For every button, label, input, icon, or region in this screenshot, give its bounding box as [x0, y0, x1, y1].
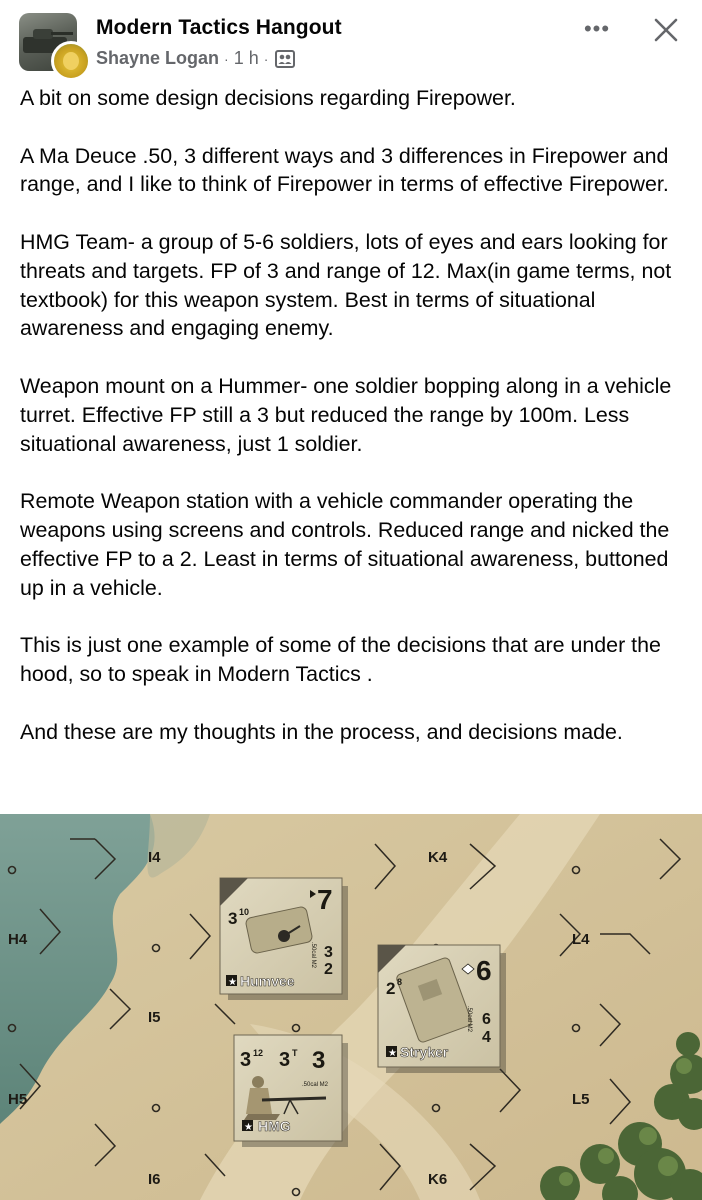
stryker-weapon: .50cal M2	[466, 1006, 472, 1033]
counter-humvee[interactable]	[220, 878, 348, 1000]
star-glyph: ★	[244, 1122, 253, 1133]
stryker-firepower: 2	[386, 979, 396, 998]
post-body	[20, 84, 690, 746]
post-paragraph: A Ma Deuce .50, 3 different ways and 3 differences in Firepower and range, and I like to think of Firepower in terms of effective Firepower.	[20, 143, 669, 197]
humvee-name: Humvee	[240, 973, 295, 989]
hmg-weapon: .50cal M2	[302, 1082, 329, 1088]
post-paragraph: And these are my thoughts in the process, and decisions made.	[20, 719, 623, 744]
post-paragraph: Remote Weapon station with a vehicle commander operating the weapons using screens and controls. Reduced range and nicked the effective FP to a 2. Least in terms of situational awareness, buttoned up in a vehicle.	[20, 489, 670, 600]
hex-map	[0, 814, 702, 1200]
hex-label-l5: L5	[572, 1091, 590, 1108]
hex-label-l4: L4	[572, 931, 590, 948]
hex-label-h5: H5	[8, 1091, 28, 1108]
star-glyph: ★	[228, 977, 237, 988]
post-time[interactable]: 1 h	[233, 48, 259, 68]
tank-gun-graphic	[51, 32, 73, 35]
post-paragraph: Weapon mount on a Hummer- one soldier bopping along in a vehicle turret. Effective FP still a 3 but reduced the range by 100m. Less situational awareness, just 1 soldier.	[20, 373, 672, 456]
humvee-defense-top: 3	[324, 944, 333, 961]
counter-hmg[interactable]	[234, 1035, 348, 1147]
post-header	[0, 0, 702, 82]
more-options-button[interactable]: •••	[583, 16, 611, 41]
hmg-firepower: 3	[240, 1049, 252, 1071]
post-paragraph: This is just one example of some of the decisions that are under the hood, so to speak in Modern Tactics .	[20, 633, 661, 686]
humvee-firepower: 3	[228, 909, 238, 928]
hmg-firepower-sup: 12	[253, 1048, 264, 1058]
hex-label-h4: H4	[8, 931, 28, 948]
meta-separator: ·	[224, 50, 229, 67]
avatar-group[interactable]	[19, 13, 77, 71]
meta-separator-2: ·	[263, 50, 269, 67]
humvee-defense-bottom: 2	[324, 961, 333, 978]
humvee-movement: 7	[317, 884, 333, 915]
humvee-firepower-sup: 10	[239, 907, 250, 917]
group-name-link[interactable]: Modern Tactics Hangout	[96, 16, 342, 39]
avatar-face	[63, 52, 79, 70]
hex-label-i5: I5	[148, 1009, 161, 1026]
author-name-link[interactable]: Shayne Logan	[96, 48, 220, 68]
stryker-defense-top: 6	[482, 1011, 491, 1028]
hex-label-i4: I4	[148, 849, 161, 866]
hmg-second-sup: T	[292, 1048, 298, 1058]
post-meta	[96, 48, 295, 69]
tank-turret-graphic	[33, 29, 53, 39]
stryker-movement: 6	[476, 955, 492, 986]
hex-label-k6: K6	[428, 1171, 448, 1188]
user-avatar[interactable]	[51, 41, 91, 81]
post-paragraph: HMG Team- a group of 5-6 soldiers, lots of eyes and ears looking for threats and targets. FP of 3 and range of 12. Max(in game terms, not textbook) for this weapon system. Best in terms of situational awareness and engaging enemy.	[20, 229, 672, 341]
hex-label-k4: K4	[428, 849, 448, 866]
humvee-weapon: .50cal M2	[310, 942, 316, 969]
stryker-defense-bottom: 4	[482, 1029, 491, 1046]
hmg-name: HMG	[258, 1118, 291, 1134]
game-map-photo[interactable]	[0, 814, 702, 1200]
stryker-name: Stryker	[400, 1044, 449, 1060]
star-glyph: ★	[388, 1048, 397, 1059]
close-icon[interactable]	[650, 14, 682, 46]
hmg-second-value: 3	[279, 1049, 291, 1071]
counter-stryker[interactable]	[378, 945, 506, 1073]
group-privacy-icon	[275, 50, 295, 68]
post-paragraph: A bit on some design decisions regarding Firepower.	[20, 86, 516, 110]
hex-label-i6: I6	[148, 1171, 161, 1188]
hmg-morale: 3	[312, 1047, 326, 1074]
stryker-firepower-sup: 8	[397, 977, 403, 987]
